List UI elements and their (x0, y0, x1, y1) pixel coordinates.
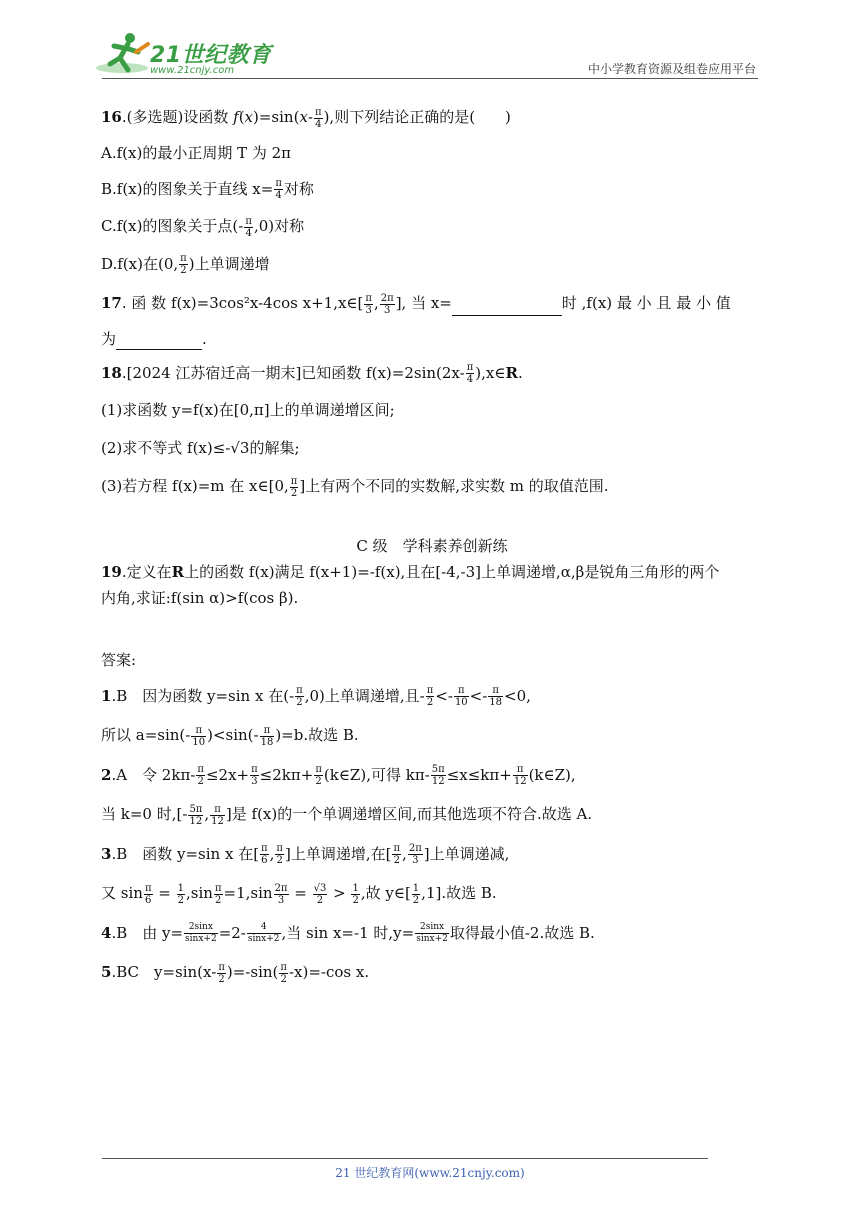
fraction: $\frac{\pi}{12}$ (211, 803, 224, 827)
q17-stem: 17. 函 数 f(x)=3cos²x-4cos x+1,x∈[ $\frac{\pi}{3}$ , $\frac{2\pi}{3}$ ], 当 x= 时 ,f(x) 最 小 且 最 小 值 (101, 292, 731, 316)
header-divider (102, 78, 758, 79)
question-number: 19 (101, 562, 122, 581)
q17-stem-cont: 为 . (101, 329, 207, 348)
fraction: $\frac{\pi}{2}$ (426, 685, 434, 708)
q18-part-3: (3)若方程 f(x)=m 在 x∈[0, $\frac{\pi}{2}$ ]上有两个不同的实数解,求实数 m 的取值范围. (101, 475, 609, 499)
fraction: $\frac{2\pi}{3}$ (408, 843, 422, 866)
fraction: $\frac{\pi}{4}$ (245, 215, 252, 239)
answer-blank[interactable] (116, 349, 202, 350)
answer-3: 3.B 函数 y=sin x 在[ $\frac{\pi}{6}$ , $\frac{\pi}{2}$ ]上单调递增,在[ $\frac{\pi}{2}$ , $\frac{2\pi}{3}$ ]上单调递减, (101, 843, 510, 866)
fraction: $\frac{\pi}{2}$ (197, 764, 204, 787)
fraction: $\frac{\pi}{10}$ (192, 724, 206, 748)
q18-stem: 18.[2024 江苏宿迁高一期末]已知函数 f(x)=2sin(2x- $\frac{\pi}{4}$ ),x∈R. (101, 362, 523, 385)
fraction: $\frac{\pi}{6}$ (144, 882, 152, 906)
fraction: $\frac{\pi}{18}$ (260, 724, 274, 748)
fraction: $\frac{\pi}{3}$ (251, 764, 258, 787)
answer-1-cont: 所以 a=sin(- $\frac{\pi}{10}$ )<sin(- $\frac{\pi}{18}$ )=b.故选 B. (101, 724, 359, 748)
fraction: $\frac{4}{\sin x+2}$ (247, 922, 280, 944)
section-heading: C 级 学科素养创新练 (356, 536, 508, 555)
answers-title: 答案: (101, 650, 137, 669)
fraction: $\frac{\pi}{3}$ (365, 292, 372, 316)
fraction: $\frac{1}{2}$ (412, 882, 420, 906)
answer-number: 4 (101, 923, 112, 942)
q16-option-d: D.f(x)在(0, $\frac{\pi}{2}$ )上单调递增 (101, 253, 270, 276)
q16-option-a: A.f(x)的最小正周期 T 为 2π (101, 143, 292, 162)
fraction: $\frac{\pi}{4}$ (275, 178, 282, 201)
answer-5: 5.BC y=sin(x- $\frac{\pi}{2}$ )=-sin( $\frac{\pi}{2}$ -x)=-cos x. (101, 961, 370, 985)
question-number: 16 (101, 108, 122, 126)
fraction: $\frac{\pi}{2}$ (290, 475, 298, 499)
fraction: $\frac{5\pi}{12}$ (189, 803, 203, 827)
platform-name: 中小学教育资源及组卷应用平台 (587, 62, 756, 76)
fraction: $\frac{5\pi}{12}$ (431, 764, 445, 787)
fraction: $\frac{2\sin x}{\sin x+2}$ (185, 922, 217, 944)
fraction: $\frac{\pi}{4}$ (315, 106, 322, 130)
q19-stem-cont: 内角,求证:f(sin α)>f(cos β). (101, 588, 299, 607)
q16-option-b: B.f(x)的图象关于直线 x= $\frac{\pi}{4}$ 对称 (101, 178, 314, 201)
fraction: $\frac{\pi}{10}$ (454, 685, 468, 708)
fraction: $\frac{2\pi}{3}$ (274, 882, 288, 906)
fraction: $\frac{\pi}{4}$ (466, 362, 474, 385)
logo-url: www.21cnjy.com (150, 65, 235, 76)
fraction: $\frac{\pi}{2}$ (180, 253, 187, 276)
fraction: $\frac{1}{2}$ (177, 882, 184, 906)
logo-text: 21世纪教育 (150, 43, 272, 68)
answer-number: 2 (101, 765, 112, 784)
fraction: $\frac{\pi}{2}$ (276, 843, 283, 866)
fraction: $\frac{\pi}{12}$ (513, 764, 527, 787)
fraction: $\frac{\pi}{2}$ (393, 843, 401, 866)
answer-3-cont: 又 sin $\frac{\pi}{6}$ = $\frac{1}{2}$ ,sin $\frac{\pi}{2}$ =1,sin $\frac{2\pi}{3}$ = $\frac{√3}{2}$ > $\frac{1}{2}$ ,故 y∈[ $\frac{1}{2}$ ,1].故选 B. (101, 882, 497, 906)
answer-2: 2.A 令 2kπ- $\frac{\pi}{2}$ ≤2x+ $\frac{\pi}{3}$ ≤2kπ+ $\frac{\pi}{2}$ (k∈Z),可得 kπ- $\frac{5\pi}{12}$ ≤x≤kπ+ $\frac{\pi}{12}$ (k∈Z), (101, 764, 576, 787)
fraction: $\frac{2\pi}{3}$ (380, 292, 394, 316)
fraction: $\frac{\pi}{6}$ (261, 843, 268, 866)
q18-part-1: (1)求函数 y=f(x)在[0,π]上的单调递增区间; (101, 401, 395, 419)
question-number: 18 (101, 363, 122, 382)
answer-4: 4.B 由 y= $\frac{2\sin x}{\sin x+2}$ =2- $\frac{4}{\sin x+2}$ ,当 sin x=-1 时,y= $\frac{2\sin x}{\sin x+2}$ 取得最小值-2.故选 B. (101, 922, 595, 944)
question-number: 17 (101, 294, 122, 312)
q16-option-c: C.f(x)的图象关于点(- $\frac{\pi}{4}$ ,0)对称 (101, 215, 305, 239)
answer-number: 3 (101, 844, 112, 863)
q19-stem: 19.定义在R上的函数 f(x)满足 f(x+1)=-f(x),且在[-4,-3]上单调递增,α,β是锐角三角形的两个 (101, 562, 720, 581)
answer-number: 1 (101, 686, 112, 705)
fraction: $\frac{\pi}{2}$ (280, 961, 287, 985)
footer-divider (102, 1158, 708, 1159)
fraction: $\frac{\pi}{2}$ (315, 764, 322, 787)
fraction: $\frac{1}{2}$ (352, 882, 359, 906)
q16-stem: 16.(多选题)设函数 f(x)=sin(x- $\frac{\pi}{4}$ ),则下列结论正确的是( ) (101, 106, 511, 130)
fraction: $\frac{2\sin x}{\sin x+2}$ (416, 922, 448, 944)
fraction: $\frac{\pi}{2}$ (296, 685, 303, 708)
answer-blank[interactable] (452, 315, 562, 316)
fraction: $\frac{\pi}{2}$ (218, 961, 225, 985)
fraction: $\frac{\pi}{2}$ (214, 882, 222, 906)
page-header (0, 0, 860, 80)
page-footer: 21 世纪教育网(www.21cnjy.com) (335, 1166, 525, 1180)
fraction: $\frac{\pi}{18}$ (489, 685, 503, 708)
answer-1: 1.B 因为函数 y=sin x 在(- $\frac{\pi}{2}$ ,0)上单调递增,且- $\frac{\pi}{2}$ <- $\frac{\pi}{10}$ <- $\frac{\pi}{18}$ <0, (101, 685, 531, 708)
fraction: $\frac{√3}{2}$ (313, 882, 327, 906)
q18-part-2: (2)求不等式 f(x)≤-√3的解集; (101, 439, 300, 457)
answer-2-cont: 当 k=0 时,[- $\frac{5\pi}{12}$ , $\frac{\pi}{12}$ ]是 f(x)的一个单调递增区间,而其他选项不符合.故选 A. (101, 803, 593, 827)
answer-number: 5 (101, 963, 112, 981)
document-body (101, 104, 763, 985)
